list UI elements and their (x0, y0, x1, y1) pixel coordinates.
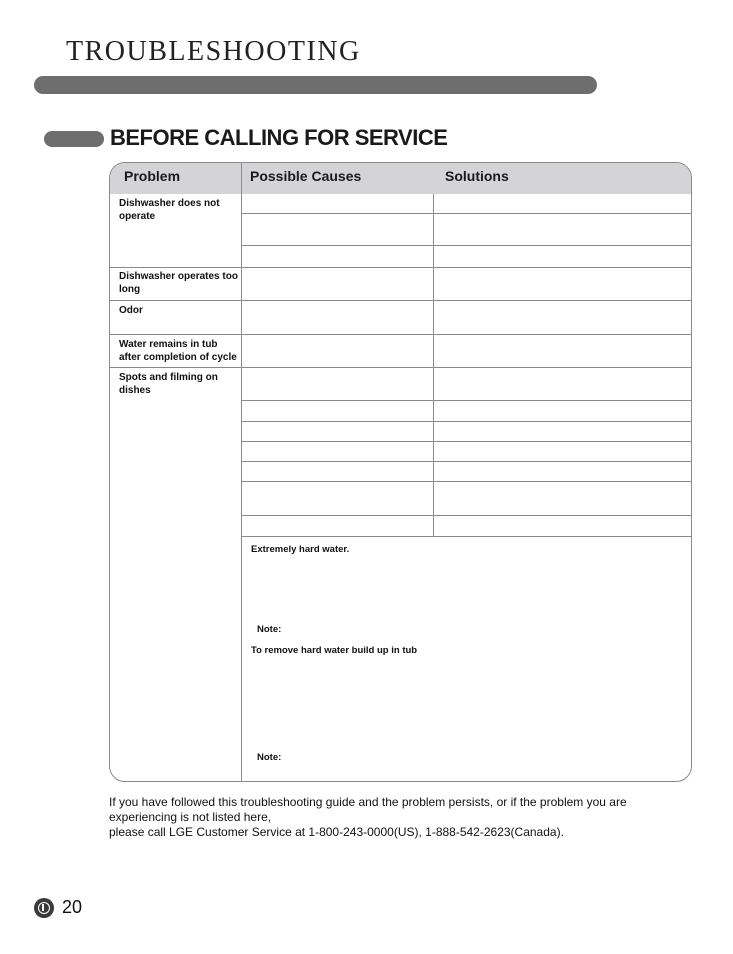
footer-text (109, 795, 669, 840)
footer-line: please call LGE Customer Service at 1-800-243-0000(US), 1-888-542-2623(Canada). (109, 825, 564, 839)
problem-label: Odor (119, 305, 143, 316)
remove-build-up-label: To remove hard water build up in tub (251, 645, 418, 656)
table-header (110, 163, 691, 194)
row-divider (110, 300, 692, 301)
page-number: 20 (62, 897, 83, 917)
row-divider (241, 245, 692, 246)
row-divider (241, 400, 692, 401)
section-pill (44, 131, 104, 147)
lg-logo-icon (34, 898, 54, 918)
footer-line: If you have followed this troubleshooting guide and the problem persists, or if the problem you are (109, 795, 627, 809)
problem-label: Water remains in tub after completion of cycle (119, 339, 237, 363)
problem-label: Dishwasher does not operate (119, 198, 220, 222)
section-title: BEFORE CALLING FOR SERVICE (110, 125, 448, 150)
note-label: Note: (257, 624, 282, 635)
footer-line: experiencing is not listed here, (109, 810, 272, 824)
row-divider (110, 267, 692, 268)
row-divider (241, 515, 692, 516)
row-divider (241, 421, 692, 422)
row-divider (241, 441, 692, 442)
hard-water-label: Extremely hard water. (251, 544, 350, 555)
note-label: Note: (257, 752, 282, 763)
row-divider (241, 461, 692, 462)
row-divider (241, 536, 692, 537)
row-divider (110, 367, 692, 368)
row-divider (110, 334, 692, 335)
column-header-possible-causes: Possible Causes (250, 168, 362, 184)
column-header-solutions: Solutions (445, 168, 509, 184)
column-header-problem: Problem (124, 168, 181, 184)
column-divider (241, 163, 242, 782)
problem-label: Dishwasher operates too long (119, 271, 238, 295)
row-divider (241, 481, 692, 482)
title-bar (34, 76, 597, 94)
page-title: TROUBLESHOOTING (66, 36, 361, 67)
problem-label: Spots and filming on dishes (119, 372, 218, 396)
troubleshooting-table (109, 162, 692, 782)
row-divider (241, 213, 692, 214)
